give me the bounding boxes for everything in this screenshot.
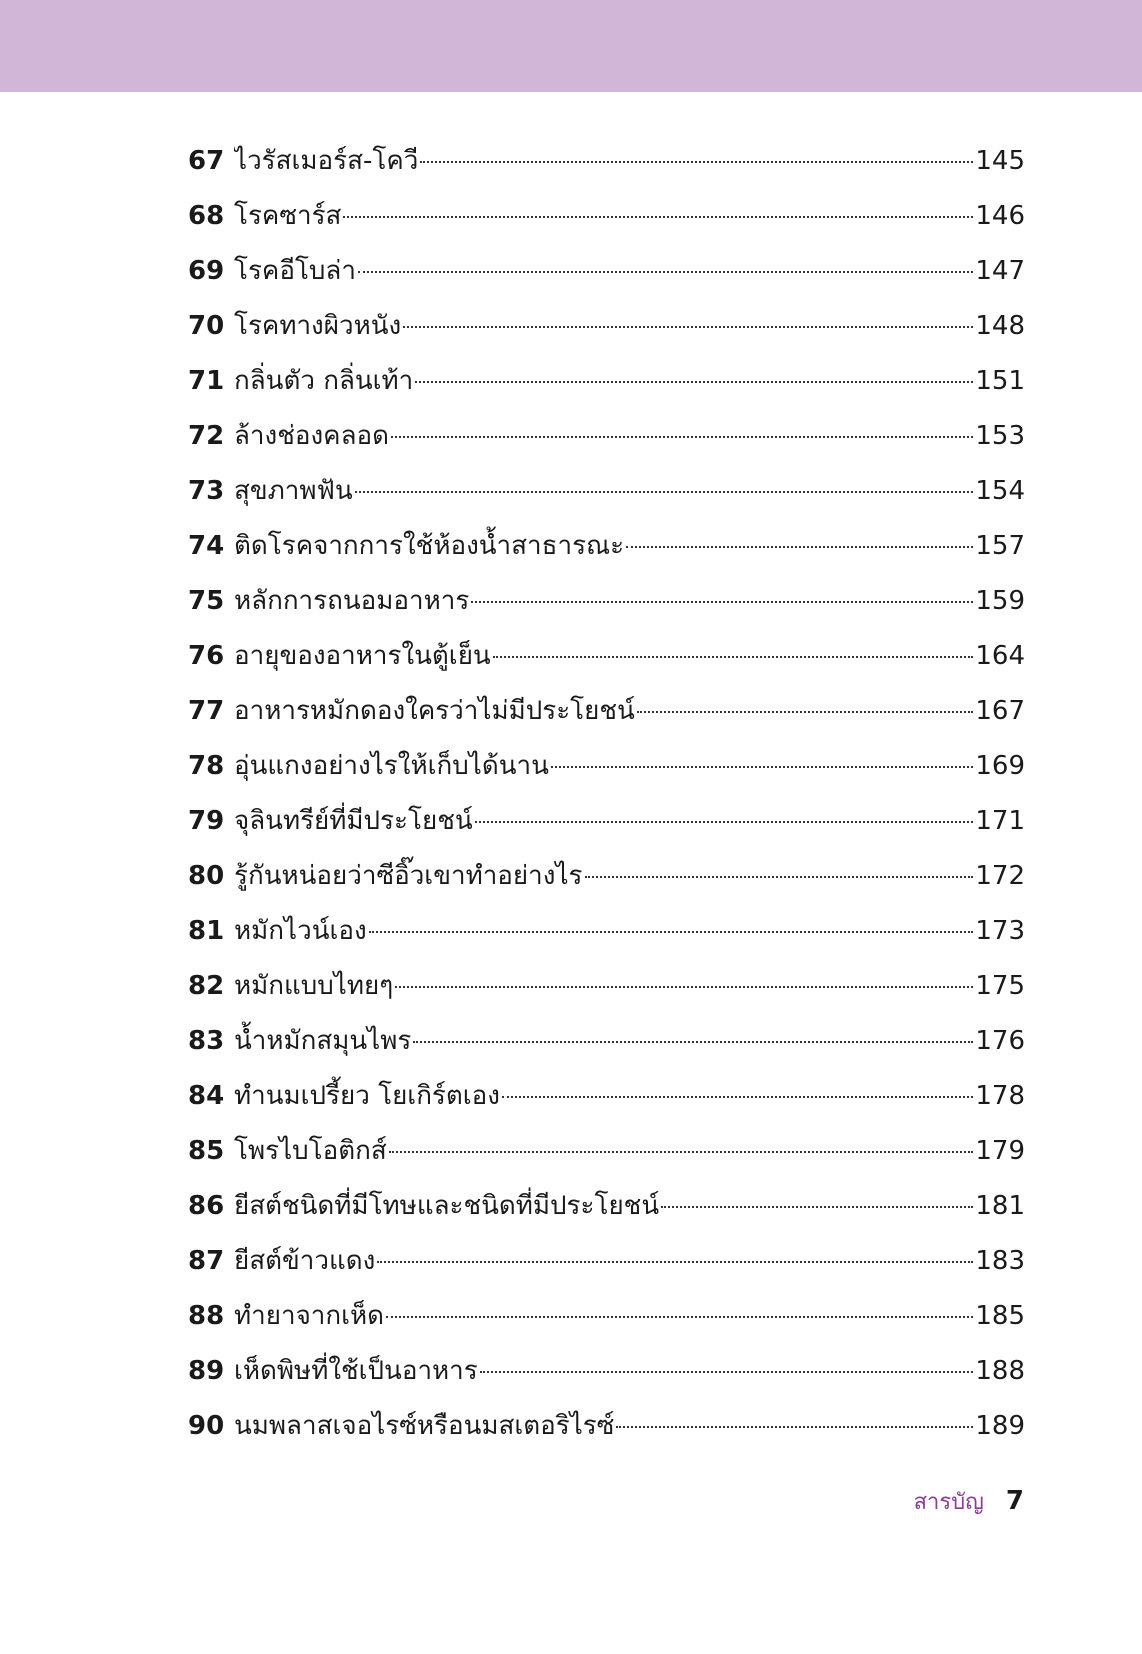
toc-entry[interactable] xyxy=(188,684,1025,739)
toc-entry-number: 71 xyxy=(188,366,225,396)
toc-entry-number: 90 xyxy=(188,1411,225,1441)
toc-entry-title: หลักการถนอมอาหาร xyxy=(234,586,470,616)
toc-entry-title: โพรไบโอติกส์ xyxy=(234,1136,387,1166)
toc-entry[interactable] xyxy=(188,849,1025,904)
header-band xyxy=(0,0,1142,92)
toc-dot-leader xyxy=(480,1371,974,1373)
toc-entry-page: 169 xyxy=(975,751,1025,781)
toc-entry-page: 179 xyxy=(975,1136,1025,1166)
toc-dot-leader xyxy=(661,1206,973,1208)
toc-entry-title: ทำยาจากเห็ด xyxy=(234,1301,385,1331)
toc-entry-page: 189 xyxy=(975,1411,1025,1441)
toc-dot-leader xyxy=(415,381,973,383)
toc-entry[interactable] xyxy=(188,904,1025,959)
toc-entry-title: โรคซาร์ส xyxy=(234,201,342,231)
toc-entry[interactable] xyxy=(188,1014,1025,1069)
toc-entry-title: อุ่นแกงอย่างไรให้เก็บได้นาน xyxy=(234,751,549,781)
toc-entry-title: ไวรัสเมอร์ส-โควี xyxy=(234,146,419,176)
toc-entry-page: 148 xyxy=(975,311,1025,341)
toc-entry-title: อายุของอาหารในตู้เย็น xyxy=(234,641,491,671)
toc-entry[interactable] xyxy=(188,1289,1025,1344)
toc-entry[interactable] xyxy=(188,354,1025,409)
toc-entry[interactable] xyxy=(188,409,1025,464)
toc-entry[interactable] xyxy=(188,134,1025,189)
toc-entry[interactable] xyxy=(188,1179,1025,1234)
toc-entry[interactable] xyxy=(188,574,1025,629)
toc-entry-page: 154 xyxy=(975,476,1025,506)
toc-entry-title: ติดโรคจากการใช้ห้องน้ำสาธารณะ xyxy=(234,531,625,561)
toc-entry[interactable] xyxy=(188,519,1025,574)
toc-dot-leader xyxy=(377,1261,973,1263)
toc-entry[interactable] xyxy=(188,1124,1025,1179)
toc-entry-title: สุขภาพฟัน xyxy=(234,476,353,506)
toc-entry-number: 80 xyxy=(188,861,225,891)
toc-dot-leader xyxy=(502,1096,973,1098)
toc-dot-leader xyxy=(355,491,974,493)
toc-entry-title: ล้างช่องคลอด xyxy=(234,421,390,451)
toc-entry-number: 84 xyxy=(188,1081,225,1111)
toc-entry-page: 172 xyxy=(975,861,1025,891)
toc-dot-leader xyxy=(343,216,973,218)
toc-entry[interactable] xyxy=(188,794,1025,849)
toc-dot-leader xyxy=(413,1041,973,1043)
toc-entry-page: 183 xyxy=(975,1246,1025,1276)
toc-entry-page: 185 xyxy=(975,1301,1025,1331)
toc-entry-number: 74 xyxy=(188,531,225,561)
toc-entry-page: 181 xyxy=(975,1191,1025,1221)
footer-section-label: สารบัญ xyxy=(913,1490,984,1515)
page-footer xyxy=(914,1484,1024,1519)
toc-entry-number: 69 xyxy=(188,256,225,286)
toc-entry-page: 167 xyxy=(975,696,1025,726)
toc-entry[interactable] xyxy=(188,629,1025,684)
toc-entry-number: 86 xyxy=(188,1191,225,1221)
toc-entry-page: 164 xyxy=(975,641,1025,671)
toc-entry[interactable] xyxy=(188,299,1025,354)
toc-entry[interactable] xyxy=(188,1344,1025,1399)
toc-entry[interactable] xyxy=(188,464,1025,519)
toc-entry-title: อาหารหมักดองใครว่าไม่มีประโยชน์ xyxy=(234,696,635,726)
toc-entry-page: 151 xyxy=(975,366,1025,396)
footer-page-number: 7 xyxy=(1005,1486,1024,1516)
toc-entry[interactable] xyxy=(188,189,1025,244)
toc-entry-number: 82 xyxy=(188,971,225,1001)
toc-entry-title: รู้กันหน่อยว่าซีอิ๊วเขาทำอย่างไร xyxy=(234,861,583,891)
toc-entry-page: 176 xyxy=(975,1026,1025,1056)
toc-entry-number: 79 xyxy=(188,806,225,836)
toc-entry-page: 173 xyxy=(975,916,1025,946)
toc-entry-page: 157 xyxy=(975,531,1025,561)
toc-entry-number: 70 xyxy=(188,311,225,341)
toc-entry[interactable] xyxy=(188,959,1025,1014)
toc-entry[interactable] xyxy=(188,1234,1025,1289)
toc-dot-leader xyxy=(585,876,974,878)
toc-dot-leader xyxy=(358,271,973,273)
toc-entry-number: 89 xyxy=(188,1356,225,1386)
toc-entry-title: ยีสต์ข้าวแดง xyxy=(234,1246,376,1276)
toc-dot-leader xyxy=(389,1151,974,1153)
toc-dot-leader xyxy=(395,986,973,988)
toc-entry-title: นมพลาสเจอไรซ์หรือนมสเตอริไรซ์ xyxy=(234,1411,615,1441)
toc-entry-page: 175 xyxy=(975,971,1025,1001)
toc-entry-title: เห็ดพิษที่ใช้เป็นอาหาร xyxy=(234,1356,478,1386)
toc-entry-page: 171 xyxy=(975,806,1025,836)
toc-dot-leader xyxy=(637,711,974,713)
toc-entry-number: 73 xyxy=(188,476,225,506)
toc-dot-leader xyxy=(471,601,973,603)
toc-dot-leader xyxy=(616,1426,973,1428)
toc-entry-number: 88 xyxy=(188,1301,225,1331)
toc-entry[interactable] xyxy=(188,1069,1025,1124)
table-of-contents xyxy=(188,134,1025,1454)
toc-entry[interactable] xyxy=(188,739,1025,794)
toc-entry-page: 188 xyxy=(975,1356,1025,1386)
toc-dot-leader xyxy=(403,326,973,328)
toc-entry-title: โรคอีโบล่า xyxy=(234,256,356,286)
toc-entry-number: 67 xyxy=(188,146,225,176)
toc-entry-number: 87 xyxy=(188,1246,225,1276)
toc-entry-title: จุลินทรีย์ที่มีประโยชน์ xyxy=(234,806,473,836)
toc-dot-leader xyxy=(420,161,973,163)
toc-dot-leader xyxy=(493,656,974,658)
toc-entry-title: ยีสต์ชนิดที่มีโทษและชนิดที่มีประโยชน์ xyxy=(234,1191,660,1221)
toc-entry-number: 83 xyxy=(188,1026,225,1056)
toc-dot-leader xyxy=(386,1316,973,1318)
toc-dot-leader xyxy=(369,931,974,933)
toc-entry-number: 76 xyxy=(188,641,225,671)
toc-entry-page: 147 xyxy=(975,256,1025,286)
toc-entry-title: น้ำหมักสมุนไพร xyxy=(234,1026,412,1056)
toc-dot-leader xyxy=(551,766,974,768)
toc-entry-page: 153 xyxy=(975,421,1025,451)
toc-entry-number: 85 xyxy=(188,1136,225,1166)
toc-entry-number: 68 xyxy=(188,201,225,231)
toc-entry-number: 77 xyxy=(188,696,225,726)
toc-dot-leader xyxy=(626,546,973,548)
toc-entry-number: 78 xyxy=(188,751,225,781)
toc-entry-title: ทำนมเปรี้ยว โยเกิร์ตเอง xyxy=(234,1081,500,1111)
toc-dot-leader xyxy=(391,436,973,438)
toc-entry-page: 146 xyxy=(975,201,1025,231)
toc-entry-page: 145 xyxy=(975,146,1025,176)
toc-entry-number: 75 xyxy=(188,586,225,616)
toc-entry-page: 159 xyxy=(975,586,1025,616)
toc-entry-number: 72 xyxy=(188,421,225,451)
toc-entry-title: โรคทางผิวหนัง xyxy=(234,311,402,341)
toc-entry-number: 81 xyxy=(188,916,225,946)
toc-entry[interactable] xyxy=(188,1399,1025,1454)
toc-entry-title: หมักแบบไทยๆ xyxy=(234,971,394,1001)
toc-entry-page: 178 xyxy=(975,1081,1025,1111)
toc-dot-leader xyxy=(475,821,974,823)
toc-entry[interactable] xyxy=(188,244,1025,299)
toc-entry-title: กลิ่นตัว กลิ่นเท้า xyxy=(234,366,414,396)
toc-entry-title: หมักไวน์เอง xyxy=(234,916,367,946)
